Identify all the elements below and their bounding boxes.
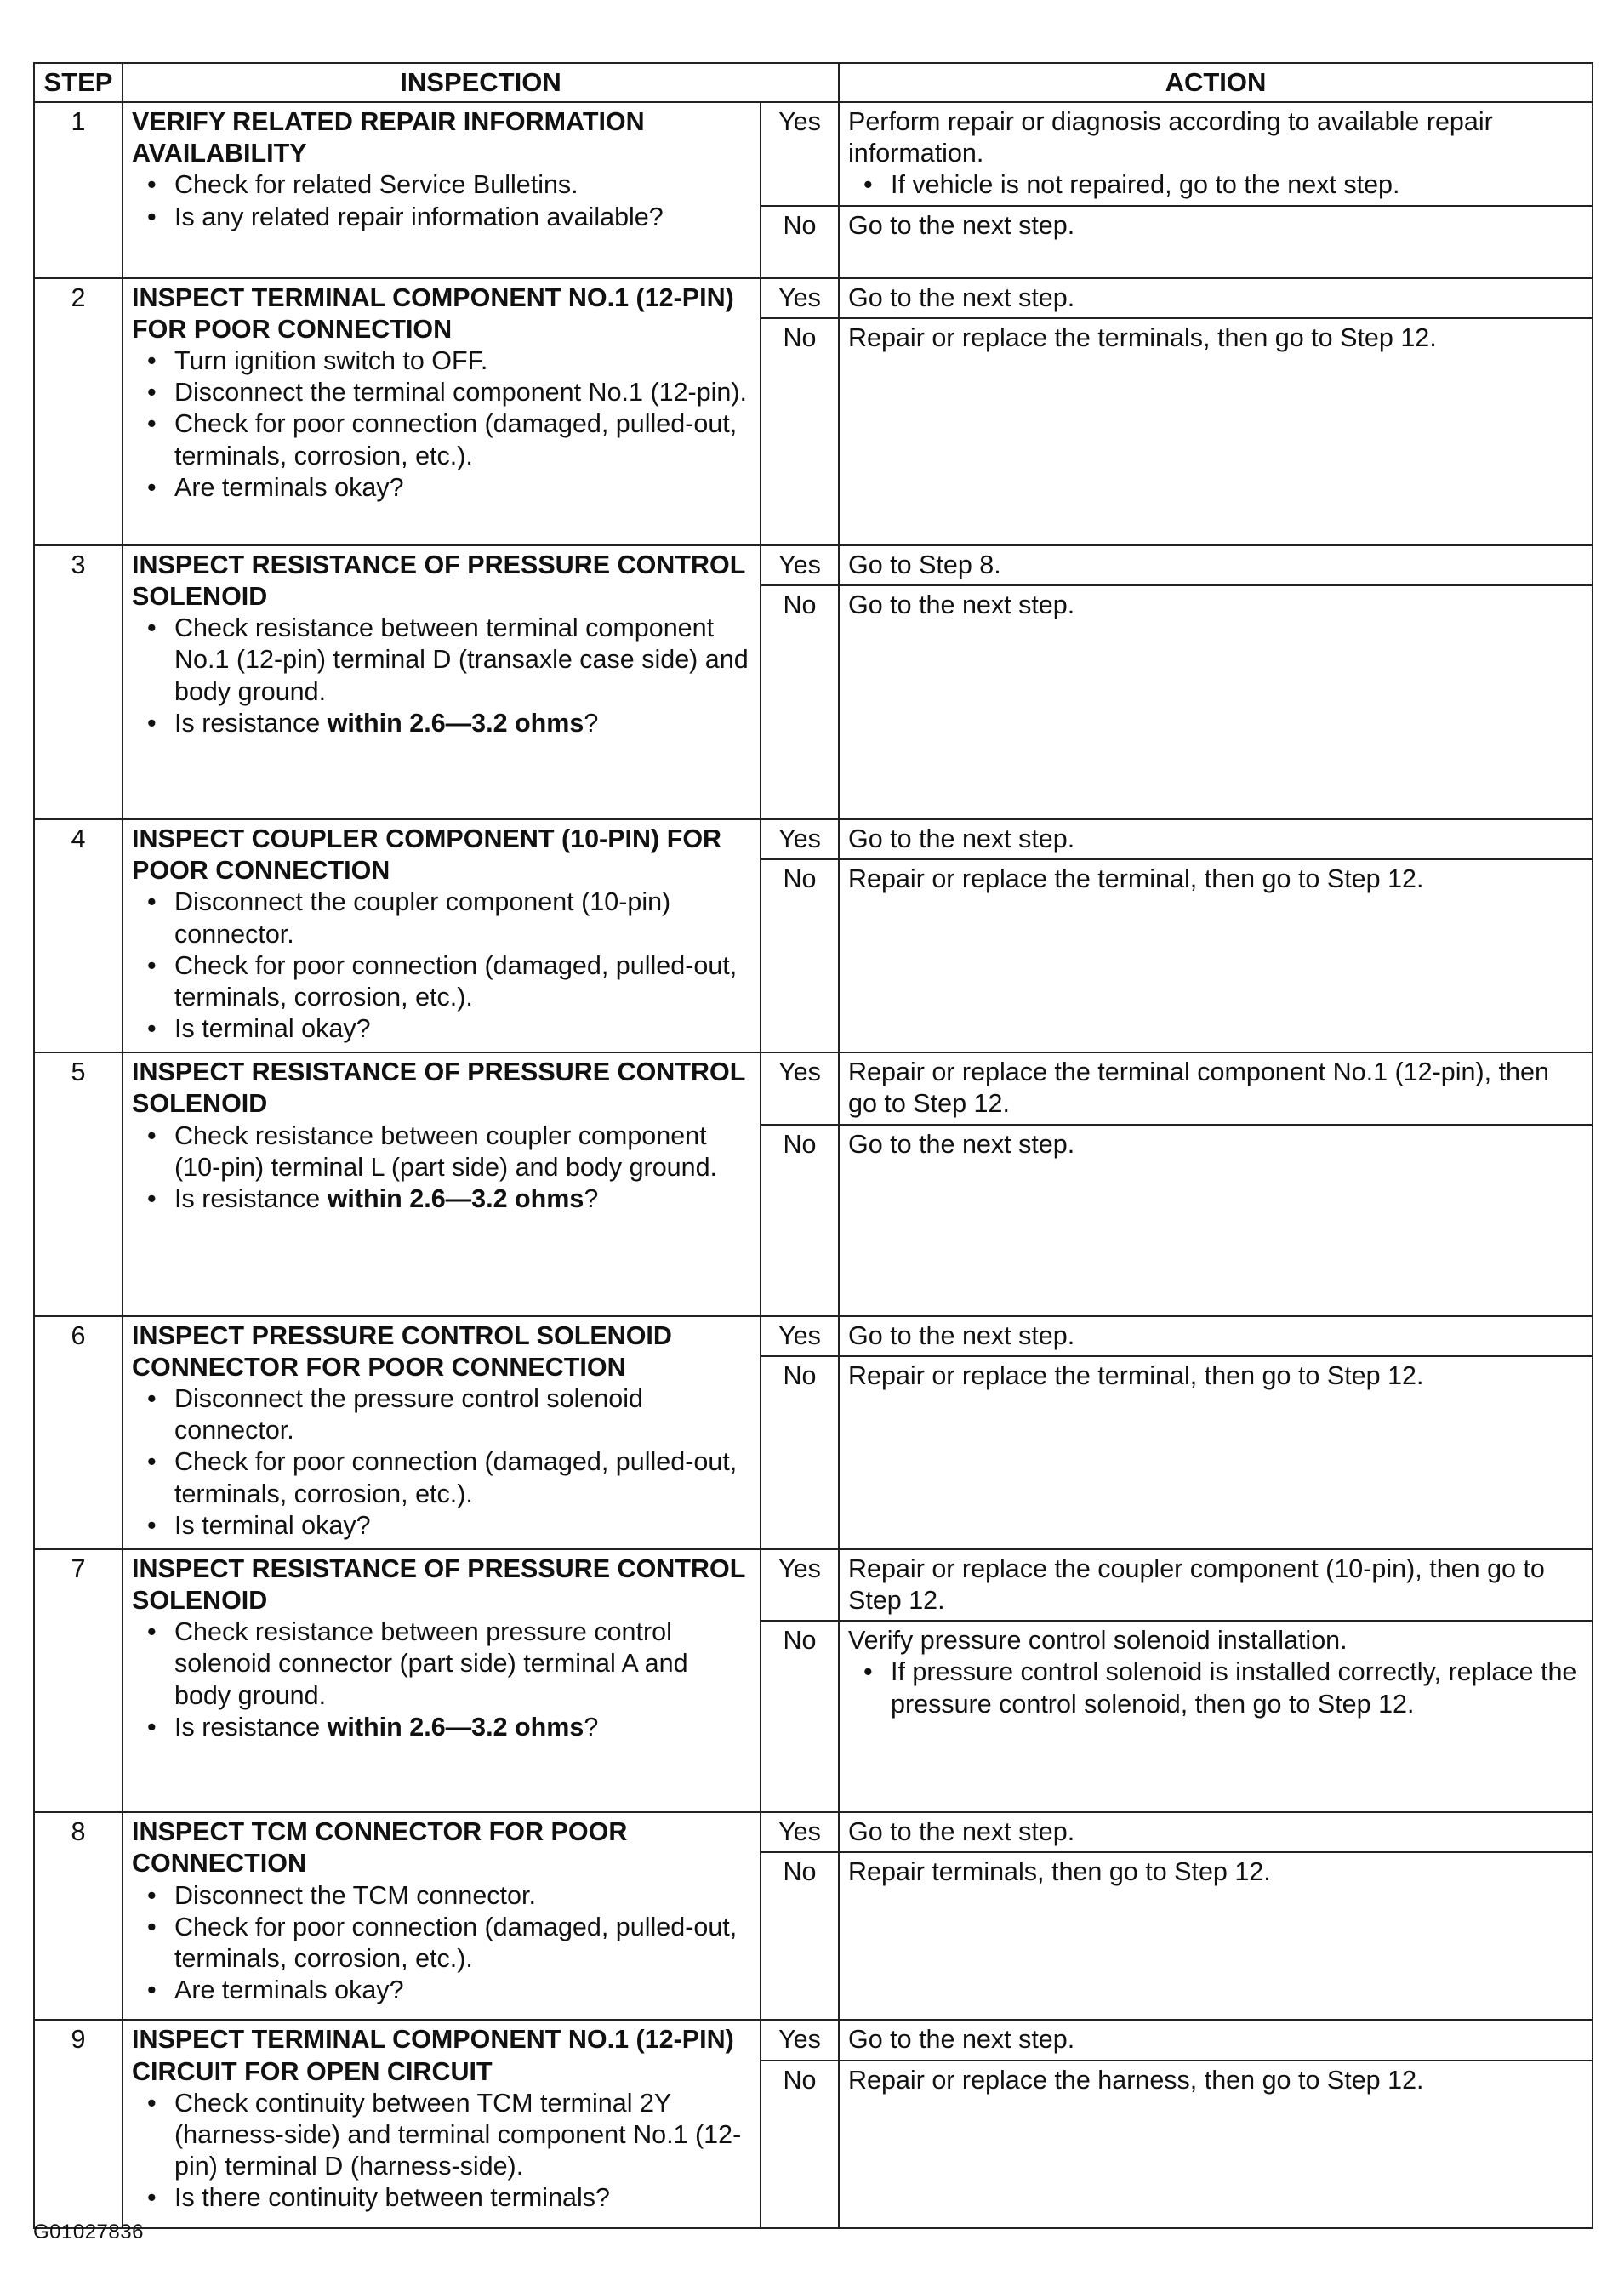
bullet-item: • Check for related Service Bulletins. (132, 169, 751, 201)
step-number: 1 (34, 102, 123, 278)
no-action: Go to the next step. (839, 206, 1593, 278)
bullet-item: • Check resistance between terminal component No.1 (12-pin) terminal D (transaxle case side) and body ground. (132, 613, 751, 708)
bullet-item: • Is terminal okay? (132, 1510, 751, 1542)
inspection-cell (123, 1316, 761, 1549)
no-label: No (761, 585, 839, 819)
no-action: Go to the next step. (839, 585, 1593, 819)
yes-action: Repair or replace the terminal component No.1 (12-pin), then go to Step 12. (839, 1052, 1593, 1124)
yes-label: Yes (761, 545, 839, 585)
action-column-header: ACTION (839, 63, 1593, 102)
inspection-bullets (132, 1120, 751, 1216)
step-number: 6 (34, 1316, 123, 1549)
inspection-bullets (132, 345, 751, 504)
table-header-row (34, 63, 1593, 102)
inspection-column-header: INSPECTION (123, 63, 839, 102)
step-3-yes-row (34, 545, 1593, 585)
no-action: Repair or replace the terminal, then go to Step 12. (839, 859, 1593, 1052)
yes-label: Yes (761, 102, 839, 206)
no-action: Repair terminals, then go to Step 12. (839, 1852, 1593, 2020)
inspection-cell (123, 819, 761, 1052)
bullet-item (132, 1183, 751, 1215)
yes-action: Repair or replace the coupler component (10-pin), then go to Step 12. (839, 1549, 1593, 1621)
question-mark: ? (584, 708, 599, 738)
inspection-bullets (132, 1880, 751, 2007)
no-action: Repair or replace the terminal, then go to Step 12. (839, 1356, 1593, 1549)
diagnostic-procedure-table (33, 62, 1593, 2229)
bullet-item: • Check for poor connection (damaged, pulled-out, terminals, corrosion, etc.). (132, 1446, 751, 1509)
step-8-yes-row (34, 1812, 1593, 1852)
bullet-item: • Check for poor connection (damaged, pulled-out, terminals, corrosion, etc.). (132, 408, 751, 471)
bullet-item: • Check continuity between TCM terminal 2Y (harness-side) and terminal component No.1 (12-pin) terminal D (harness-side). (132, 2088, 751, 2183)
yes-action: Go to the next step. (839, 1316, 1593, 1356)
inspection-cell (123, 1052, 761, 1315)
step-number: 4 (34, 819, 123, 1052)
inspection-title: INSPECT RESISTANCE OF PRESSURE CONTROL SOLENOID (132, 1554, 745, 1616)
step-number: 7 (34, 1549, 123, 1812)
resistance-spec: within 2.6—3.2 ohms (327, 708, 584, 738)
bullet-item: • Are terminals okay? (132, 1975, 751, 2006)
inspection-title: INSPECT TERMINAL COMPONENT NO.1 (12-PIN) CIRCUIT FOR OPEN CIRCUIT (132, 2025, 734, 2086)
step-9-yes-row (34, 2020, 1593, 2060)
question-text: Is resistance (174, 1712, 328, 1742)
bullet-item: • Is terminal okay? (132, 1013, 751, 1045)
question-text: Is resistance (174, 708, 328, 738)
bullet-item: • Check resistance between coupler component (10-pin) terminal L (part side) and body ground. (132, 1120, 751, 1183)
yes-label: Yes (761, 1052, 839, 1124)
inspection-title: INSPECT RESISTANCE OF PRESSURE CONTROL SOLENOID (132, 550, 745, 612)
bullet-item: • Disconnect the coupler component (10-pin) connector. (132, 887, 751, 949)
bullet-item: • Disconnect the TCM connector. (132, 1880, 751, 1912)
step-number: 8 (34, 1812, 123, 2020)
inspection-bullets (132, 2088, 751, 2215)
step-4-yes-row (34, 819, 1593, 859)
step-6-yes-row (34, 1316, 1593, 1356)
inspection-bullets (132, 887, 751, 1045)
yes-action: Go to the next step. (839, 1812, 1593, 1852)
step-number: 9 (34, 2020, 123, 2227)
yes-label: Yes (761, 278, 839, 318)
inspection-title: INSPECT COUPLER COMPONENT (10-PIN) FOR POOR CONNECTION (132, 824, 722, 886)
action-bullets (848, 1656, 1585, 1719)
yes-label: Yes (761, 1316, 839, 1356)
bullet-item: • Are terminals okay? (132, 472, 751, 504)
inspection-title: INSPECT PRESSURE CONTROL SOLENOID CONNECTOR FOR POOR CONNECTION (132, 1320, 672, 1382)
inspection-bullets (132, 1616, 751, 1743)
step-7-yes-row (34, 1549, 1593, 1621)
yes-action: Go to the next step. (839, 2020, 1593, 2060)
bullet-item: • Disconnect the terminal component No.1 (12-pin). (132, 377, 751, 408)
no-action (839, 1621, 1593, 1812)
inspection-cell (123, 545, 761, 819)
yes-label: Yes (761, 2020, 839, 2060)
no-label: No (761, 1125, 839, 1316)
yes-action: Go to Step 8. (839, 545, 1593, 585)
no-label: No (761, 1356, 839, 1549)
question-mark: ? (584, 1712, 599, 1742)
no-action: Repair or replace the harness, then go to Step 12. (839, 2061, 1593, 2228)
no-label: No (761, 206, 839, 278)
bullet-item: • Is any related repair information available? (132, 202, 751, 233)
bullet-item: • If vehicle is not repaired, go to the next step. (848, 169, 1585, 201)
figure-id-label: G01027836 (33, 2221, 144, 2244)
inspection-cell (123, 1812, 761, 2020)
yes-action: Go to the next step. (839, 819, 1593, 859)
bullet-item: • Is there continuity between terminals? (132, 2182, 751, 2214)
bullet-item: • Disconnect the pressure control solenoid connector. (132, 1383, 751, 1446)
yes-action: Go to the next step. (839, 278, 1593, 318)
step-number: 5 (34, 1052, 123, 1315)
yes-label: Yes (761, 1549, 839, 1621)
step-2-yes-row (34, 278, 1593, 318)
no-action: Go to the next step. (839, 1125, 1593, 1316)
yes-label: Yes (761, 1812, 839, 1852)
bullet-item: • Check for poor connection (damaged, pulled-out, terminals, corrosion, etc.). (132, 1912, 751, 1975)
step-1-yes-row (34, 102, 1593, 206)
inspection-title: INSPECT RESISTANCE OF PRESSURE CONTROL SOLENOID (132, 1058, 745, 1119)
inspection-title: INSPECT TERMINAL COMPONENT NO.1 (12-PIN) FOR POOR CONNECTION (132, 282, 734, 344)
step-number: 3 (34, 545, 123, 819)
no-label: No (761, 1621, 839, 1812)
action-bullets (848, 169, 1585, 201)
no-label: No (761, 859, 839, 1052)
yes-action (839, 102, 1593, 206)
bullet-item (132, 1712, 751, 1743)
no-label: No (761, 2061, 839, 2228)
no-action-text: Verify pressure control solenoid installation. (848, 1626, 1348, 1656)
yes-label: Yes (761, 819, 839, 859)
step-column-header: STEP (34, 63, 123, 102)
resistance-spec: within 2.6—3.2 ohms (327, 1712, 584, 1742)
step-number: 2 (34, 278, 123, 545)
inspection-bullets (132, 1383, 751, 1542)
inspection-cell (123, 278, 761, 545)
inspection-cell (123, 1549, 761, 1812)
inspection-title: VERIFY RELATED REPAIR INFORMATION AVAILABILITY (132, 107, 645, 168)
step-5-yes-row (34, 1052, 1593, 1124)
inspection-cell (123, 2020, 761, 2227)
inspection-bullets (132, 169, 751, 232)
no-label: No (761, 318, 839, 545)
no-action: Repair or replace the terminals, then go to Step 12. (839, 318, 1593, 545)
inspection-title: INSPECT TCM CONNECTOR FOR POOR CONNECTION (132, 1817, 628, 1879)
bullet-item (132, 708, 751, 739)
bullet-item: • If pressure control solenoid is installed correctly, replace the pressure control solenoid, then go to Step 12. (848, 1656, 1585, 1719)
bullet-item: • Check resistance between pressure control solenoid connector (part side) terminal A and body ground. (132, 1616, 751, 1712)
no-label: No (761, 1852, 839, 2020)
question-mark: ? (584, 1184, 599, 1214)
inspection-cell (123, 102, 761, 278)
yes-action-text: Perform repair or diagnosis according to available repair information. (848, 107, 1493, 168)
inspection-bullets (132, 613, 751, 739)
resistance-spec: within 2.6—3.2 ohms (327, 1184, 584, 1214)
bullet-item: • Turn ignition switch to OFF. (132, 345, 751, 377)
bullet-item: • Check for poor connection (damaged, pulled-out, terminals, corrosion, etc.). (132, 950, 751, 1013)
question-text: Is resistance (174, 1184, 328, 1214)
